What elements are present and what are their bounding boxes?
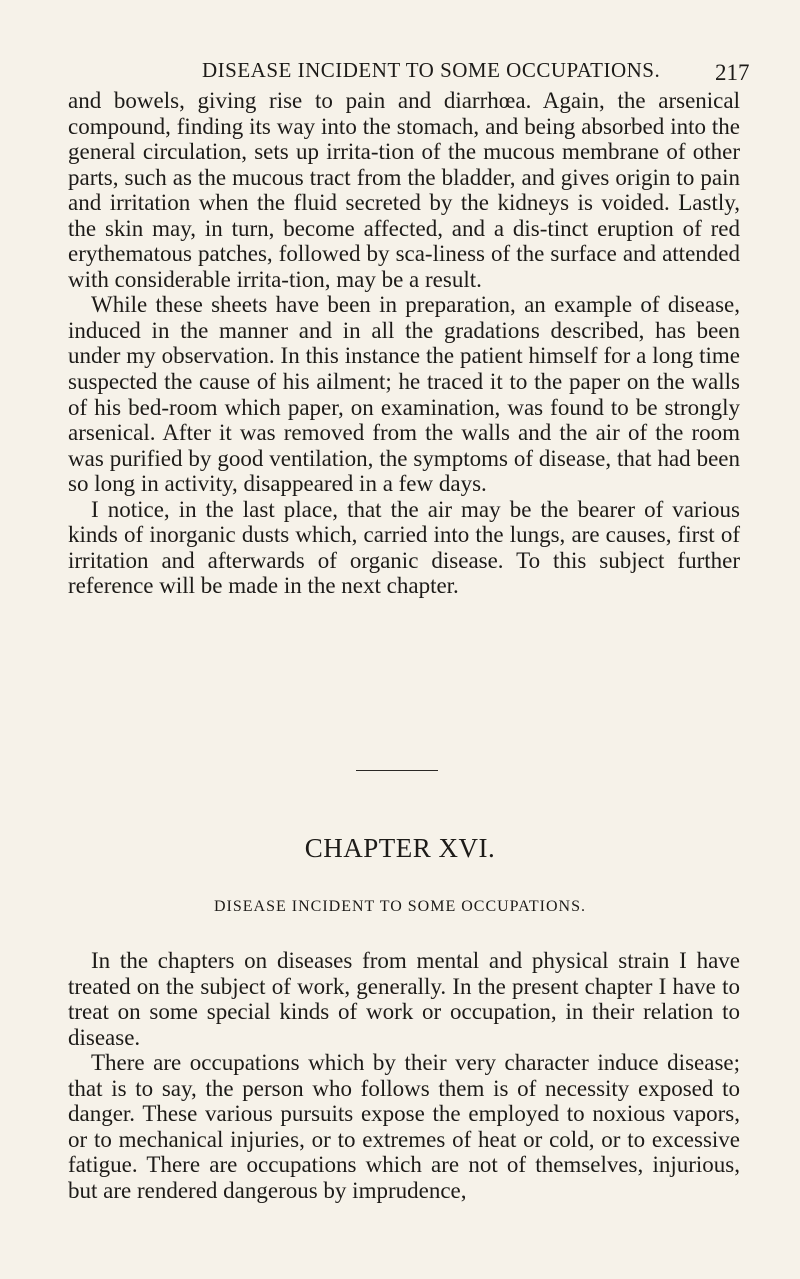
paragraph: and bowels, giving rise to pain and diarrhœa. Again, the arsenical compound, finding its way into the stomach, and being absorbed into the general circulation, sets up irrita-tion of the mucous membrane of other parts, such as the mucous tract from the bladder, and gives origin to pain and irritation when the fluid secreted by the kidneys is voided. Lastly, the skin may, in turn, become affected, and a dis-tinct eruption of red erythematous patches, followed by sca-liness of the surface and attended with considerable irrita-tion, may be a result. (68, 88, 740, 292)
chapter-title: CHAPTER XVI. (304, 833, 496, 863)
chapter-body (68, 948, 740, 1203)
paragraph: In the chapters on diseases from mental and physical strain I have treated on the subject of work, generally. In the present chapter I have to treat on some special kinds of work or occupation, in their relation to disease. (68, 948, 740, 1050)
chapter-subtitle: DISEASE INCIDENT TO SOME OCCUPATIONS. (213, 898, 586, 915)
running-head: DISEASE INCIDENT TO SOME OCCUPATIONS. (202, 58, 661, 82)
paragraph: I notice, in the last place, that the air may be the bearer of various kinds of inorganic dusts which, carried into the lungs, are causes, first of irritation and afterwards of organic disease. To this subject further reference will be made in the next chapter. (68, 496, 740, 599)
paragraph: There are occupations which by their very character induce disease; that is to say, the person who follows them is of necessity exposed to danger. These various pursuits expose the employed to noxious vapors, or to mechanical injuries, or to extremes of heat or cold, or to excessive fatigue. There are occupations which are not of themselves, injurious, but are rendered dangerous by imprudence, (68, 1050, 740, 1203)
section-divider-rule (356, 770, 438, 771)
page-number: 217 (715, 60, 750, 85)
paragraph: While these sheets have been in preparation, an example of disease, induced in the manner and in all the gradations described, has been under my observation. In this instance the patient himself for a long time suspected the cause of his ailment; he traced it to the paper on the walls of his bed-room which paper, on examination, was found to be strongly arsenical. After it was removed from the walls and the air of the room was purified by good ventilation, the symptoms of disease, that had been so long in activity, disappeared in a few days. (68, 292, 740, 497)
section-before-chapter (68, 88, 740, 599)
